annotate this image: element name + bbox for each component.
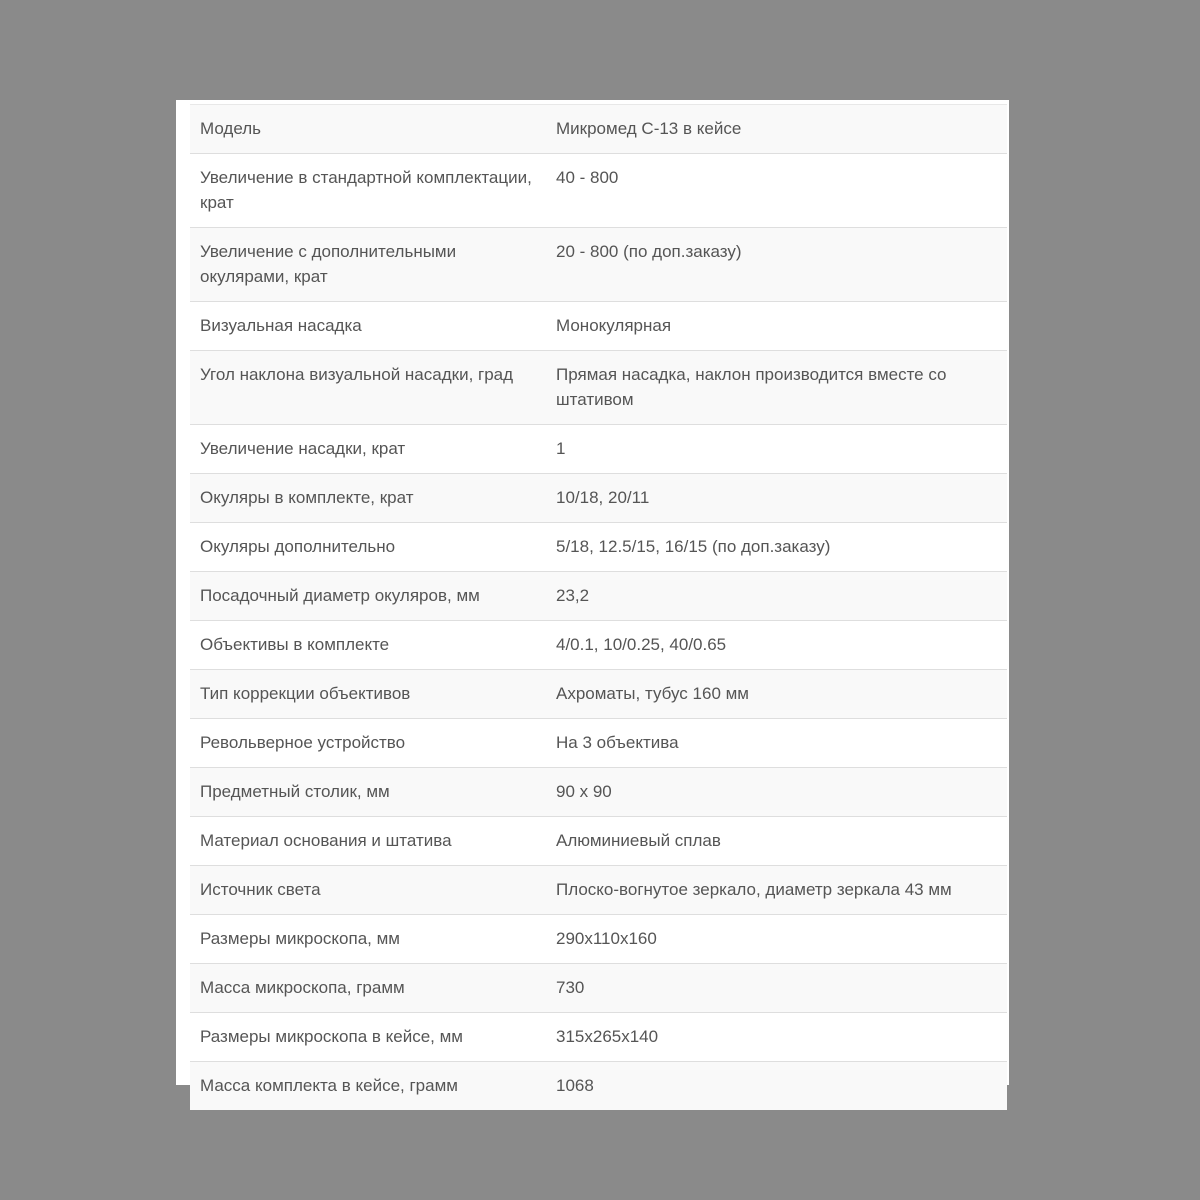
row-value: 5/18, 12.5/15, 16/15 (по доп.заказу) — [556, 537, 831, 556]
table-row — [190, 302, 1007, 351]
row-value: Микромед С-13 в кейсе — [556, 119, 742, 138]
row-label: Тип коррекции объективов — [200, 684, 411, 703]
row-value: 20 - 800 (по доп.заказу) — [556, 242, 742, 261]
table-row — [190, 105, 1007, 154]
row-value: 315х265х140 — [556, 1027, 659, 1046]
row-label: Размеры микроскопа, мм — [200, 929, 400, 948]
row-value: На 3 объектива — [556, 733, 679, 752]
row-value: Прямая насадка, наклон производится вместе со штативом — [556, 365, 947, 409]
row-label: Масса комплекта в кейсе, грамм — [200, 1076, 458, 1095]
row-value: 90 х 90 — [556, 782, 612, 801]
row-label: Предметный столик, мм — [200, 782, 390, 801]
table-row — [190, 866, 1007, 915]
row-value: 23,2 — [556, 586, 590, 605]
table-row — [190, 621, 1007, 670]
spec-panel — [176, 100, 1009, 1095]
table-row — [190, 351, 1007, 425]
row-value: Плоско-вогнутое зеркало, диаметр зеркала 43 мм — [556, 880, 952, 899]
row-value: 1 — [556, 439, 566, 458]
row-label: Объективы в комплекте — [200, 635, 390, 654]
row-value: 4/0.1, 10/0.25, 40/0.65 — [556, 635, 727, 654]
table-row — [190, 817, 1007, 866]
table-row — [190, 425, 1007, 474]
row-value: 40 - 800 — [556, 168, 619, 187]
table-row — [190, 523, 1007, 572]
table-row — [190, 572, 1007, 621]
row-value: Монокулярная — [556, 316, 672, 335]
table-row — [190, 228, 1007, 302]
table-row — [190, 474, 1007, 523]
row-label: Источник света — [200, 880, 321, 899]
table-row — [190, 768, 1007, 817]
row-label: Револьверное устройство — [200, 733, 406, 752]
row-label: Увеличение в стандартной комплектации, крат — [200, 168, 532, 212]
table-row — [190, 154, 1007, 228]
table-row — [190, 964, 1007, 1013]
row-label: Масса микроскопа, грамм — [200, 978, 405, 997]
row-label: Модель — [200, 119, 262, 138]
row-label: Посадочный диаметр окуляров, мм — [200, 586, 480, 605]
row-value: 290х110х160 — [556, 929, 657, 948]
row-value: 10/18, 20/11 — [556, 488, 650, 507]
table-row — [190, 1013, 1007, 1062]
row-label: Размеры микроскопа в кейсе, мм — [200, 1027, 463, 1046]
row-value: Алюминиевый сплав — [556, 831, 721, 850]
spec-table — [190, 104, 1007, 1110]
row-label: Увеличение с дополнительными окулярами, крат — [200, 242, 457, 286]
row-value: 1068 — [556, 1076, 594, 1095]
row-label: Материал основания и штатива — [200, 831, 452, 850]
row-value: 730 — [556, 978, 585, 997]
table-row — [190, 670, 1007, 719]
row-value: Ахроматы, тубус 160 мм — [556, 684, 749, 703]
table-row — [190, 719, 1007, 768]
table-row — [190, 1062, 1007, 1111]
table-row — [190, 915, 1007, 964]
row-label: Окуляры дополнительно — [200, 537, 396, 556]
row-label: Увеличение насадки, крат — [200, 439, 406, 458]
row-label: Угол наклона визуальной насадки, град — [200, 365, 514, 384]
row-label: Окуляры в комплекте, крат — [200, 488, 414, 507]
row-label: Визуальная насадка — [200, 316, 362, 335]
